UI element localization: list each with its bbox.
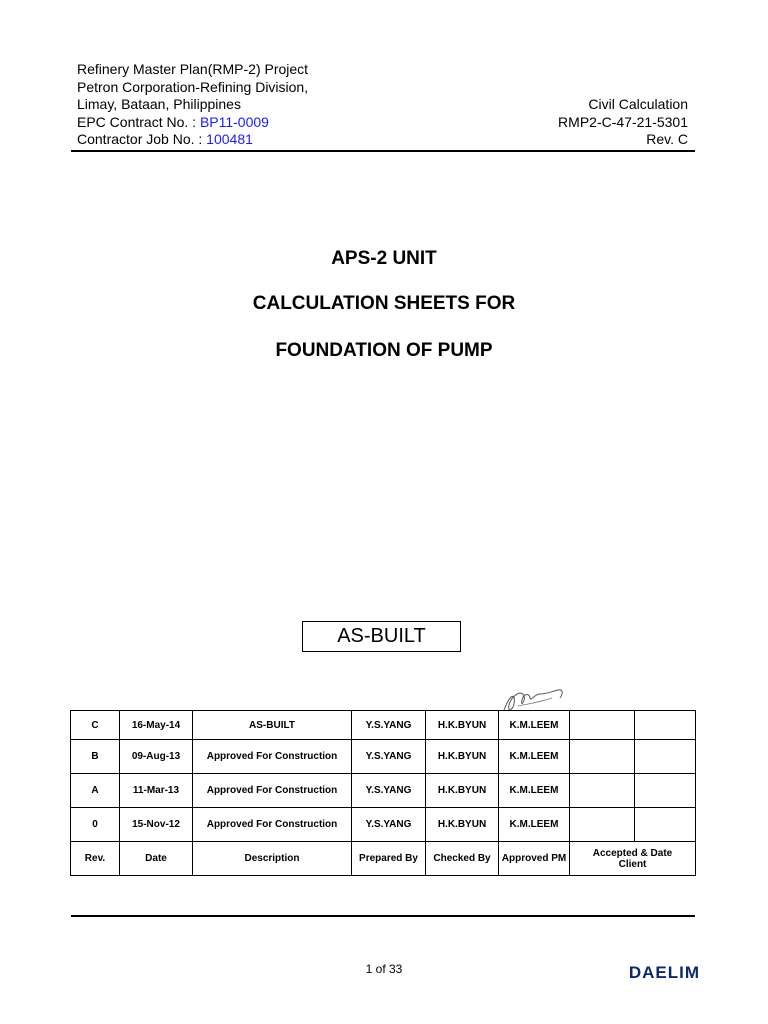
epc-contract — [77, 114, 308, 132]
as-built-stamp: AS-BUILT — [302, 621, 461, 652]
project-header-left — [77, 61, 308, 149]
job-label: Contractor Job No. : — [77, 131, 207, 147]
revision-cell-description: Approved For Construction — [193, 740, 352, 774]
revision-cell-checked: H.K.BYUN — [426, 740, 499, 774]
header-date: Date — [120, 842, 193, 876]
revision-cell-date: 09-Aug-13 — [120, 740, 193, 774]
epc-value: BP11-0009 — [199, 113, 269, 130]
revision-cell-client — [635, 711, 696, 740]
revision-cell-accepted — [570, 711, 635, 740]
title-calculation: CALCULATION SHEETS FOR — [252, 293, 516, 314]
title-foundation: FOUNDATION OF PUMP — [275, 340, 493, 361]
doc-type: Civil Calculation — [588, 96, 688, 112]
revision-cell-accepted — [570, 808, 635, 842]
revision-cell-accepted — [570, 774, 635, 808]
revision-cell-checked: H.K.BYUN — [426, 808, 499, 842]
company-line: Petron Corporation-Refining Division, — [77, 78, 309, 95]
revision-cell-client — [635, 774, 696, 808]
revision-cell-approved: K.M.LEEM — [499, 808, 570, 842]
header-checked: Checked By — [426, 842, 499, 876]
revision-cell-client — [635, 808, 696, 842]
header-rev: Rev. — [71, 842, 120, 876]
job-value: 100481 — [206, 131, 253, 147]
project-line: Refinery Master Plan(RMP-2) Project — [77, 61, 309, 77]
revision-cell-checked: H.K.BYUN — [426, 711, 499, 740]
doc-revision: Rev. C — [646, 131, 688, 147]
header-description: Description — [193, 842, 352, 876]
revision-cell-prepared: Y.S.YANG — [352, 711, 426, 740]
header-prepared: Prepared By — [352, 842, 426, 876]
revision-cell-approved: K.M.LEEM — [499, 740, 570, 774]
contractor-job — [77, 131, 308, 149]
revision-cell-date: 15-Nov-12 — [120, 808, 193, 842]
revision-cell-rev: A — [71, 774, 120, 808]
revision-cell-description: Approved For Construction — [193, 808, 352, 842]
revision-cell-description: Approved For Construction — [193, 774, 352, 808]
revision-row — [71, 774, 696, 808]
revision-cell-date: 16-May-14 — [120, 711, 193, 740]
revision-cell-prepared: Y.S.YANG — [352, 774, 426, 808]
revision-header-row — [71, 842, 696, 876]
doc-number: RMP2-C-47-21-5301 — [558, 113, 688, 130]
revision-cell-rev: 0 — [71, 808, 120, 842]
revision-cell-checked: H.K.BYUN — [426, 774, 499, 808]
revision-cell-approved: K.M.LEEM — [499, 711, 570, 740]
footer-divider — [71, 915, 695, 917]
header-approved: Approved PM — [499, 842, 570, 876]
daelim-logo: DAELIM — [628, 963, 700, 982]
revision-cell-accepted — [570, 740, 635, 774]
revision-cell-date: 11-Mar-13 — [120, 774, 193, 808]
header-divider — [71, 150, 695, 152]
revision-cell-description: AS-BUILT — [193, 711, 352, 740]
revision-row — [71, 711, 696, 740]
revision-table — [70, 710, 696, 876]
location-line: Limay, Bataan, Philippines — [77, 96, 241, 112]
revision-cell-rev: B — [71, 740, 120, 774]
project-header-right — [558, 96, 688, 149]
header-client: Client — [618, 858, 647, 870]
title-unit: APS-2 UNIT — [331, 248, 437, 269]
revision-cell-rev: C — [71, 711, 120, 740]
header-accepted: Accepted & Date — [592, 847, 673, 859]
page-number: 1 of 33 — [365, 962, 403, 976]
revision-cell-prepared: Y.S.YANG — [352, 808, 426, 842]
revision-row — [71, 808, 696, 842]
epc-label: EPC Contract No. : — [77, 113, 200, 130]
revision-row — [71, 740, 696, 774]
revision-cell-approved: K.M.LEEM — [499, 774, 570, 808]
header-accepted-client — [570, 842, 696, 876]
revision-cell-prepared: Y.S.YANG — [352, 740, 426, 774]
revision-cell-client — [635, 740, 696, 774]
